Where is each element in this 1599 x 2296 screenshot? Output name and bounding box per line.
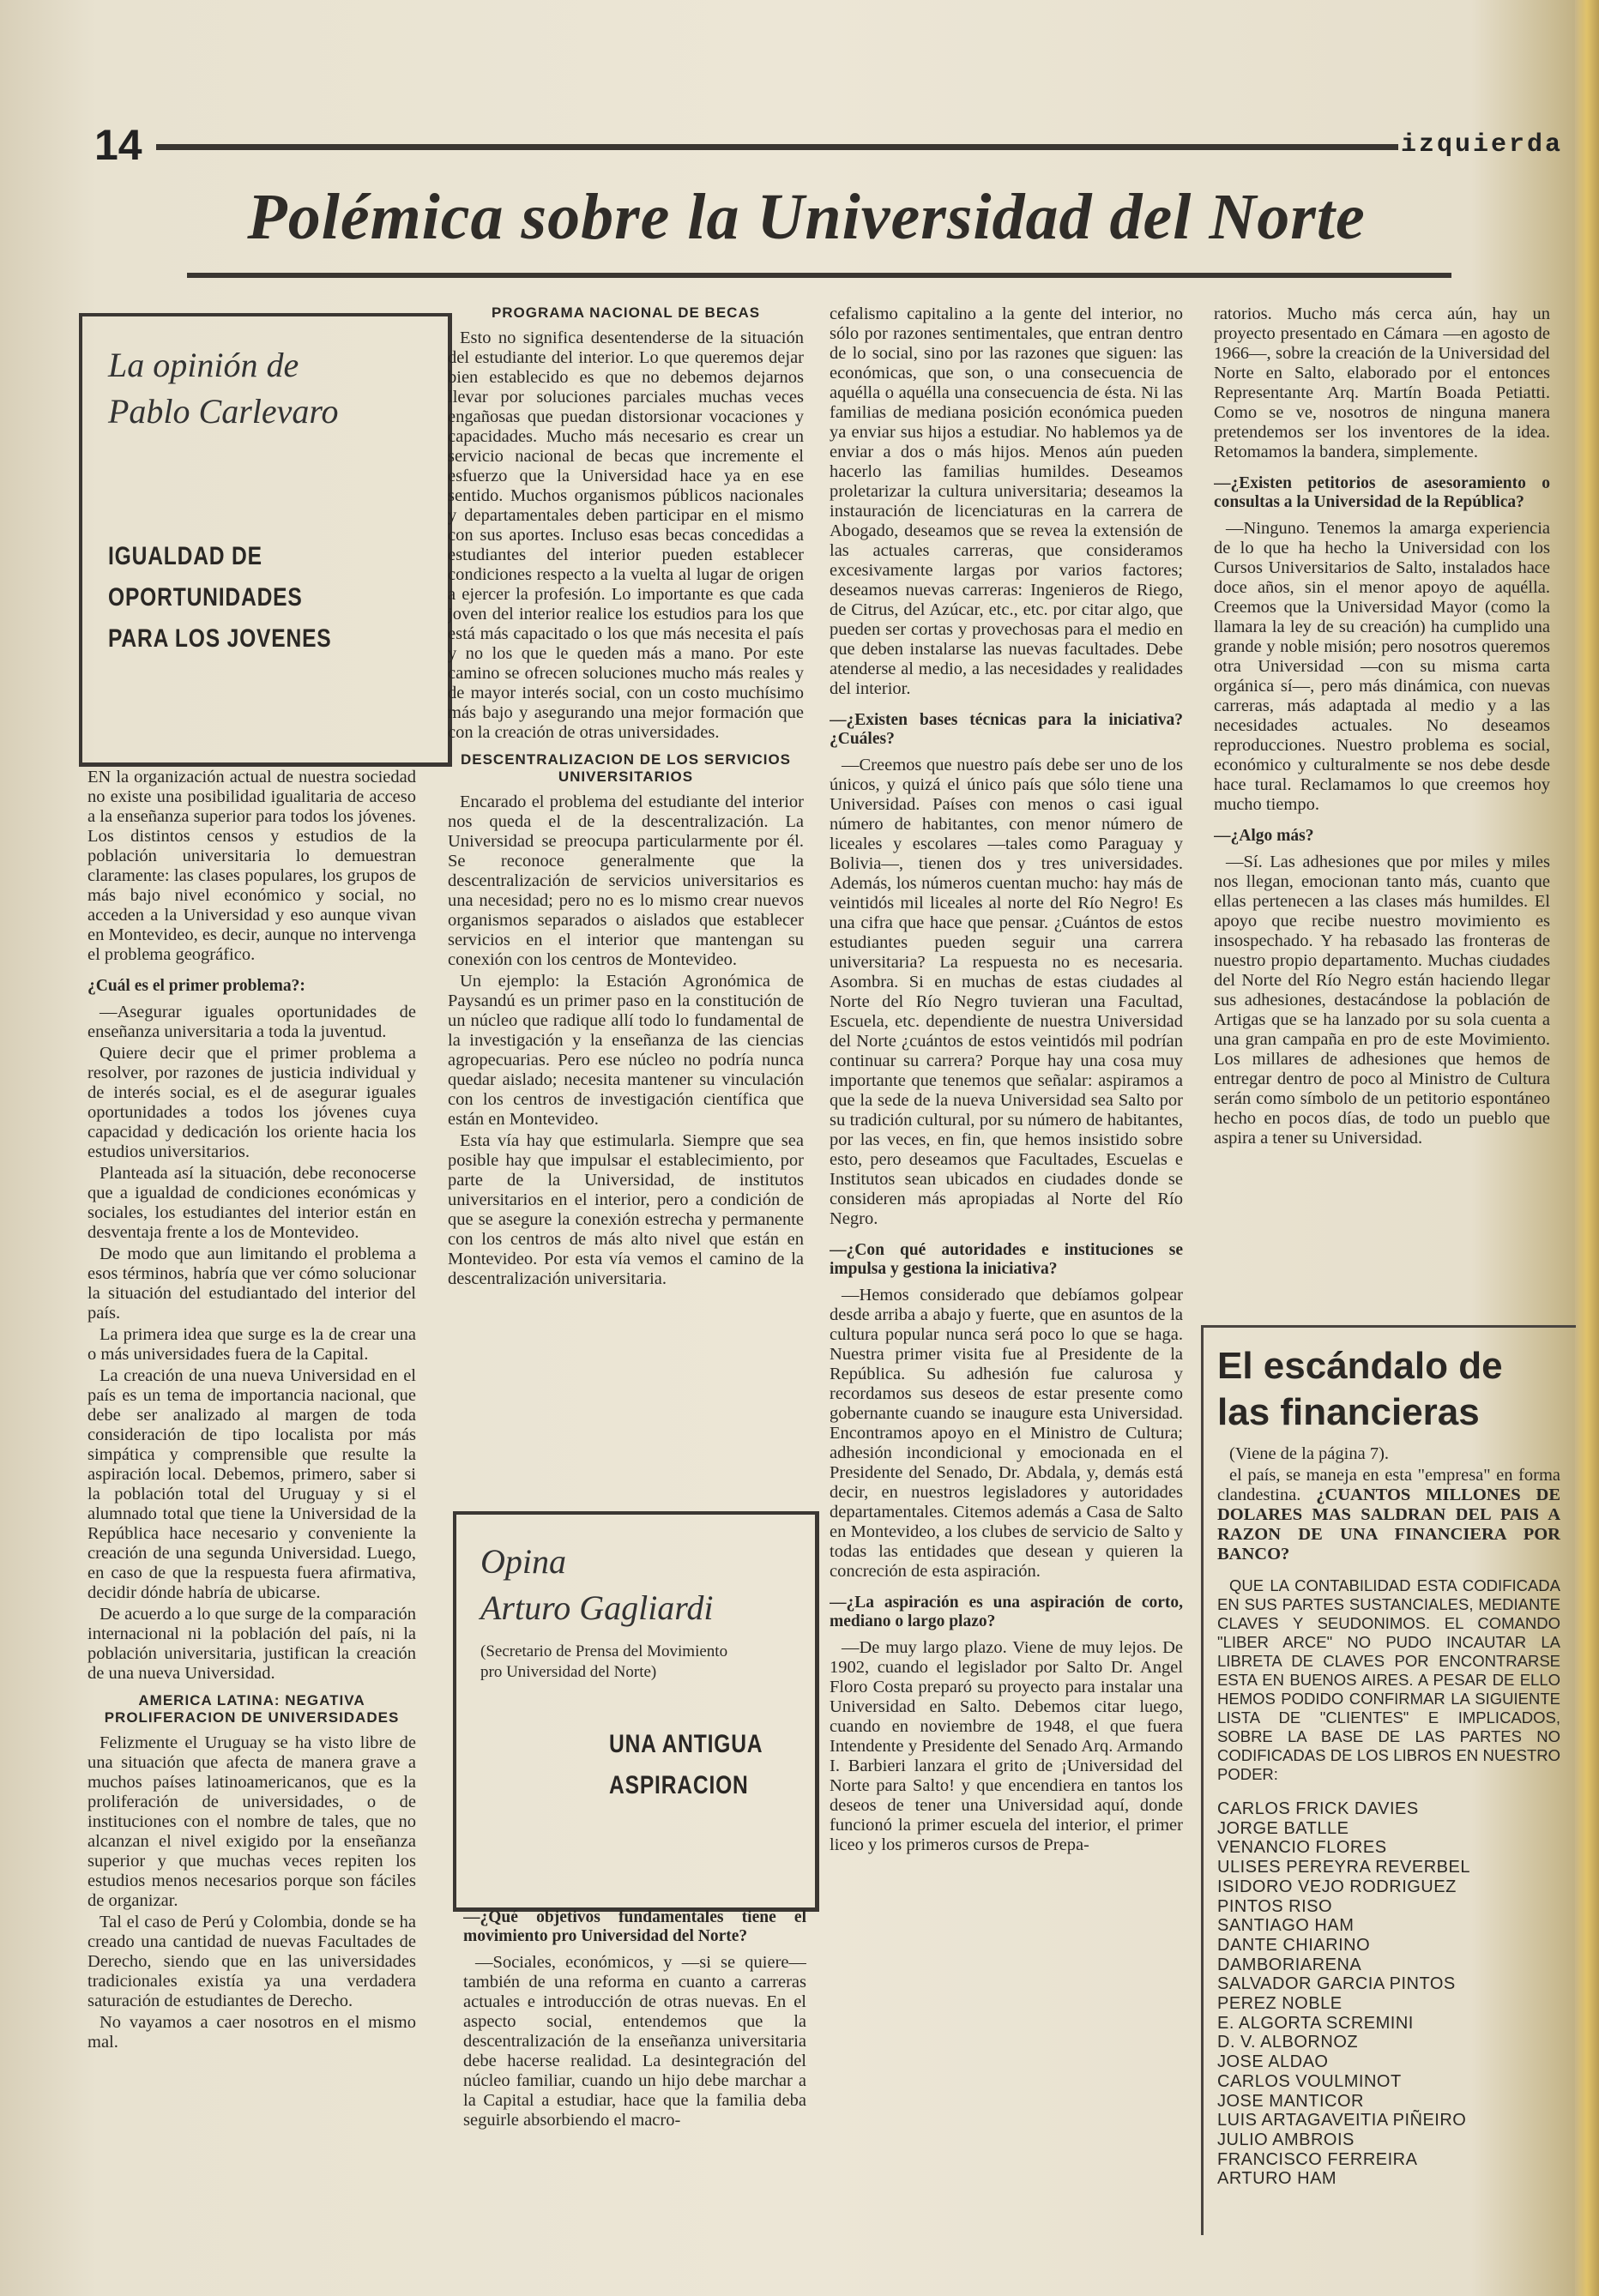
list-item: CARLOS VOULMINOT	[1217, 2071, 1402, 2091]
list-item: PEREZ NOBLE	[1217, 1994, 1343, 2014]
box-headline-line2: OPORTUNIDADES	[108, 583, 303, 612]
col3-paragraph: —Hemos considerado que debíamos golpear desde arriba a abajo y fuerte, que en asuntos de la cultura popular nunca será poco lo que se haga. Nuestra primer visita fue al Presidente de la República. Su adhesión fue calurosa y recordamos sus deseos de estar presente como gobernante cuando se inaugure esta Universidad. Encontramos apoyo en el Ministro de Cultura; adhesión incondicional y emocionada en el Presidente del Senado, Dr. Abdala, y, demás está decir, en nuestros legisladores y autoridades departamentales. Citemos además a Casa de Salto en Montevideo, a los clubes de servicio de Salto y todas las entidades que desean y quieren la concreción de esta aspiración.	[830, 1286, 1183, 1581]
col4-paragraph: ratorios. Mucho más cerca aún, hay un proyecto presentado en Cámara —en agosto de 1966—, sobre la creación de la Universidad del Norte en Salto, elaborado por el entonces Representante Arq. Martín Boada Petiatti. Como se ve, nosotros de ninguna manera pretendemos ser los inventores de la idea. Retomamos la bandera, simplemente.	[1214, 304, 1550, 461]
col4-paragraph: —Ninguno. Tenemos la amarga experiencia de lo que ha hecho la Universidad con los Cursos Universitarios de Salto, instalados hace doce años, sin el menor apoyo de aquélla. Creemos que la Universidad Mayor (como la llamara la ley de su creación) ha cumplido una grande y noble misión; pero nosotros queremos otra Universidad —con su misma carta orgánica sí—, pero más dinámica, con nuevas carreras, más adaptada al medio y a las necesidades actuales. No deseamos reproducciones. Nuestro problema es social, económico y culturalmente se nos debe desde hace tural. Reclamamos lo que creemos hoy mucho tiempo.	[1214, 519, 1550, 814]
headline-rule	[187, 273, 1451, 278]
col2-paragraph: Un ejemplo: la Estación Agronómica de Paysandú es un primer paso en la constitución de un núcleo que radique allí todo lo fundamental de la investigación y la enseñanza de las ciencias agropecuarias. Pero ese núcleo no podría nunca quedar aislado; necesita mantener su vinculación con los centros de investigación científica que están en Montevideo.	[448, 972, 804, 1129]
col2-paragraph: —Sociales, económicos, y —si se quiere— también de una reforma en cuanto a carreras actuales e introducción de otras nuevas. En el aspecto social, entendemos que la descentralización de la enseñanza universitaria debe hacerse realidad. La desintegración del núcleo familiar, cuando un hijo debe marchar a la Capital a estudiar, hace que la familia deba seguirle absorbiendo el macro-	[463, 1953, 806, 2130]
col3-paragraph: —Creemos que nuestro país debe ser uno de los únicos, y quizá el único país que sólo tiene una Universidad. Países con menos o casi igual número de habitantes, con menor número de liceales y escolares —tales como Paraguay y Bolivia—, tienen dos y tres universidades. Además, los números cuentan mucho: hay más de veintidós mil liceales al norte del Río Negro! Es una cifra que hace que pensar. ¿Cuántos de estos estudiantes pueden seguir una carrera universitaria? La respuesta no es necesaria. Asombra. Si en muchas de estas ciudades al Norte del Río Negro tuvieran una Facultad, Escuela, etc. dependiente de nuestra Universidad del Norte ¿cuántos de estos veintidós mil podrían continuar su carrera? Porque hay una cosa muy importante que tenemos que señalar: aspiramos a que la sede de la nueva Universidad sea Salto por su tradición cultural, por su número de habitantes, por las veces, en fin, que hemos insistido sobre esto, pero deseamos que Facultades, Escuelas e Institutos sean ubicados en ciudades donde se consideren más apropiadas al Norte del Río Negro.	[830, 756, 1183, 1228]
col3-question: —¿Con qué autoridades e instituciones se impulsa y gestiona la iniciativa?	[830, 1241, 1183, 1278]
list-item: FRANCISCO FERREIRA	[1217, 2149, 1418, 2169]
col1-paragraph: De modo que aun limitando el problema a esos términos, habría que ver cómo solucionar la situación del estudiantado del interior del país.	[87, 1244, 416, 1323]
financieras-article	[1201, 1325, 1576, 2235]
list-item: VENANCIO FLORES	[1217, 1838, 1387, 1858]
page-number: 14	[94, 121, 142, 169]
col1-paragraph: De acuerdo a lo que surge de la comparación internacional ni la población del país, ni la población universitaria, justifican la creación de una nueva Universidad.	[87, 1605, 416, 1683]
list-item: ULISES PEREYRA REVERBEL	[1217, 1858, 1470, 1877]
col1-paragraph: La creación de una nueva Universidad en el país es un tema de importancia nacional, que debe ser analizado al margen de toda consideración de tipo localista por más simpática y comprensible que resulte la aspiración local. Debemos, primero, saber si la población total del Uruguay y si el alumnado total que tiene la Universidad de la República hace necesario y conveniente la creación de una segunda Universidad. Luego, en caso de que la respuesta fuera afirmativa, decidir dónde habría de ubicarse.	[87, 1366, 416, 1602]
financieras-paragraph	[1217, 1466, 1560, 1564]
column-3	[830, 304, 1183, 2183]
box-headline-line2: ASPIRACION	[609, 1771, 749, 1799]
col1-paragraph: Planteada así la situación, debe reconocerse que a igualdad de condiciones económicas y sociales, los estudiantes del interior están en desventaja frente a los de Montevideo.	[87, 1164, 416, 1242]
col3-paragraph: cefalismo capitalino a la gente del interior, no sólo por razones sentimentales, que entran dentro de lo social, sino por las razones que siguen: las económicas, que son, o una consecuencia de aquélla o aquélla una consecuencia de ésta. Ni las familias de mediana posición económica pueden ya enviar sus hijos a estudiar. No hablemos ya de enviar a dos o más hijos. Menos aún pueden hacerlo las familias humildes. Deseamos proletarizar la cultura universitaria; deseamos la instauración de licenciaturas en la carrera de Abogado, deseamos que se revea la extensión de las actuales carreras, que consideramos excesivamente largas por varios factores; deseamos nuevas carreras: Ingenieros de Riego, de Citrus, del Azúcar, etc., etc. por citar algo, que pueden ser cortas y provechosas para el medio en que deben instalarse las nuevas facultades. Debe atenderse al medio, a las necesidades y realidades del interior.	[830, 304, 1183, 698]
col2-subheading: PROGRAMA NACIONAL DE BECAS	[491, 304, 761, 321]
page-headline: Polémica sobre la Universidad del Norte	[247, 181, 1366, 253]
col1-question: ¿Cuál es el primer problema?:	[87, 977, 305, 995]
column-2-bottom	[463, 1908, 806, 2183]
list-item: ISIDORO VEJO RODRIGUEZ	[1217, 1877, 1457, 1896]
col4-paragraph: —Sí. Las adhesiones que por miles y miles nos llegan, emocionan tanto más, cuanto que ellas pertenecen a las clases más humildes. El apoyo que recibe nuestro movimiento es insospechado. Y ha rebasado las fronteras de nuestro propio departamento. Muchas ciudades del Norte del Río Negro están haciendo llegar sus adhesiones, destacándose la población de Artigas que se ha lanzado por su sola cuenta a una gran campaña en pro de este Movimiento. Los millares de adhesiones que hemos de entregar dentro de poco al Ministro de Cultura serán como símbolo de un petitorio espontáneo hecho en pocos días, de todo un pueblo que aspira a tener su Universidad.	[1214, 853, 1550, 1148]
box-headline-line1: UNA ANTIGUA	[609, 1730, 763, 1758]
financieras-title-line2: las financieras	[1217, 1391, 1480, 1433]
names-list	[1217, 1799, 1560, 2189]
gagliardi-opinion-box	[453, 1511, 819, 1912]
col1-paragraph: Quiere decir que el primer problema a resolver, por razones de justicia individual y de interés social, es el de asegurar iguales oportunidades a todos los jóvenes cuya capacidad y dedicación los oriente hacia los estudios universitarios.	[87, 1044, 416, 1161]
col3-question: —¿La aspiración es una aspiración de corto, mediano o largo plazo?	[830, 1594, 1183, 1630]
col4-question: —¿Algo más?	[1214, 827, 1314, 845]
col2-subheading: DESCENTRALIZACION DE LOS SERVICIOS UNIVERSITARIOS	[460, 751, 792, 785]
list-item: SANTIAGO HAM	[1217, 1916, 1355, 1936]
col1-paragraph: EN la organización actual de nuestra sociedad no existe una posibilidad igualitaria de acceso a la enseñanza superior para todos los jóvenes. Los distintos censos y estudios de la población universitaria lo demuestran claramente: las clases populares, los grupos de más bajo nivel económico y social, no acceden a la Universidad y eso aunque vivan en Montevideo, es decir, aunque no intervenga el problema geográfico.	[87, 768, 416, 964]
financieras-body	[1217, 1444, 1560, 2189]
page-edge	[1575, 0, 1599, 2296]
top-rule	[156, 144, 1398, 150]
col2-paragraph: Esta vía hay que estimularla. Siempre que sea posible hay que impulsar el establecimiento, por parte de la Universidad, de institutos universitarios en el interior, pero a condición de que se asegure la conexión estrecha y permanente con los centros de más alto nivel que están en Montevideo. Por esta vía vemos el camino de la descentralización universitaria.	[448, 1131, 804, 1288]
box-title-line2: Arturo Gagliardi	[480, 1588, 714, 1627]
list-item: PINTOS RISO	[1217, 1896, 1333, 1916]
list-item: DAMBORIARENA	[1217, 1955, 1362, 1974]
column-1	[87, 768, 416, 2183]
col2-question: —¿Qué objetivos fundamentales tiene el movimiento pro Universidad del Norte?	[463, 1908, 806, 1945]
box-title-line1: La opinión de	[108, 346, 299, 384]
list-item: JOSE MANTICOR	[1217, 2091, 1364, 2111]
col3-question: —¿Existen bases técnicas para la iniciativa? ¿Cuáles?	[830, 711, 1183, 748]
col1-subheading: AMERICA LATINA: NEGATIVA PROLIFERACION DE UNIVERSIDADES	[104, 1692, 400, 1726]
financieras-title-line1: El escándalo de	[1217, 1345, 1503, 1387]
list-item: E. ALGORTA SCREMINI	[1217, 2013, 1414, 2033]
column-2	[448, 304, 804, 1479]
box-title-line2: Pablo Carlevaro	[108, 392, 339, 431]
col1-paragraph: —Asegurar iguales oportunidades de enseñanza universitaria a toda la juventud.	[87, 1003, 416, 1041]
carlevaro-opinion-box	[79, 313, 452, 767]
col1-paragraph: La primera idea que surge es la de crear una o más universidades fuera de la Capital.	[87, 1325, 416, 1364]
list-item: ARTURO HAM	[1217, 2169, 1337, 2189]
col1-paragraph: Felizmente el Uruguay se ha visto libre de una situación que afecta de manera grave a muchos países latinoamericanos, que es la proliferación de universidades, o de instituciones con el nombre de tales, que no alcanzan el nivel exigido por la enseñanza superior y que muchas veces repiten los estudios menos necesarios porque son fáciles de organizar.	[87, 1733, 416, 1910]
list-item: DANTE CHIARINO	[1217, 1935, 1371, 1955]
financieras-paragraph: QUE LA CONTABILIDAD ESTA CODIFICADA EN SUS PARTES SUSTANCIALES, MEDIANTE CLAVES Y SEUDONIMOS. EL COMANDO "LIBER ARCE" NO PUDO INCAUTAR LA LIBRETA DE CLAVES POR ENCONTRARSE ESTA EN BUENOS AIRES. A PESAR DE ELLO HEMOS PODIDO CONFIRMAR LA SIGUIENTE LISTA DE "CLIENTES" E IMPLICADOS, SOBRE LA BASE DE LAS PARTES NO CODIFICADAS DE LOS LIBROS EN NUESTRO PODER:	[1217, 1576, 1560, 1783]
list-item: CARLOS FRICK DAVIES	[1217, 1799, 1419, 1818]
financieras-text: el país, se maneja en esta "empresa" en forma clandestina.	[1217, 1466, 1560, 1504]
col1-paragraph: No vayamos a caer nosotros en el mismo mal.	[87, 2013, 416, 2052]
column-4	[1214, 304, 1550, 1312]
box-title-line1: Opina	[480, 1542, 566, 1581]
list-item: D. V. ALBORNOZ	[1217, 2033, 1359, 2052]
list-item: SALVADOR GARCIA PINTOS	[1217, 1974, 1456, 1994]
box-subtitle: (Secretario de Prensa del Movimiento pro Universidad del Norte)	[480, 1642, 728, 1681]
col1-paragraph: Tal el caso de Perú y Colombia, donde se ha creado una cantidad de nuevas Facultades de Derecho, siendo que en las universidades tradicionales existía ya una verdadera saturación de estudiantes de Derecho.	[87, 1913, 416, 2010]
box-headline-line3: PARA LOS JOVENES	[108, 624, 332, 653]
list-item: JORGE BATLLE	[1217, 1818, 1349, 1838]
col2-paragraph: Encarado el problema del estudiante del interior nos queda el de la descentralización. La Universidad se preocupa particularmente por él. Se reconoce generalmente que la descentralización de servicios universitarios es una necesidad; pero no es lo mismo crear nuevos organismos separados o aislados que establecer servicios en el interior que mantengan su conexión con los centros de Montevideo.	[448, 792, 804, 969]
publication-name: izquierda	[1401, 130, 1564, 160]
col2-paragraph: Esto no significa desentenderse de la situación del estudiante del interior. Lo que queremos dejar bien establecido es que no debemos dejarnos llevar por soluciones parciales muchas veces engañosas que puedan distorsionar vocaciones y capacidades. Mucho más necesario es crear un servicio nacional de becas que incremente el esfuerzo que la Universidad hace ya en ese sentido. Muchos organismos públicos nacionales y departamentales deben participar en el mismo con sus aportes. Incluso esas becas concedidas a estudiantes del interior pueden establecer condiciones respecto a la vuelta al lugar de origen a ejercer la profesión. Lo importante es que cada joven del interior realice los estudios para los que está más capacitado o los que más necesita el país y no los que le queden más a mano. Por este camino se ofrecen soluciones mucho más reales y de mayor interés social, con un costo muchísimo más bajo y asegurando una mejor formación que con la creación de otras universidades.	[448, 328, 804, 742]
list-item: JULIO AMBROIS	[1217, 2130, 1355, 2149]
list-item: JOSE ALDAO	[1217, 2052, 1329, 2072]
financieras-paragraph: (Viene de la página 7).	[1229, 1444, 1390, 1463]
col3-paragraph: —De muy largo plazo. Viene de muy lejos. De 1902, cuando el legislador por Salto Dr. Angel Floro Costa preparó su proyecto para instalar una Universidad en Salto. Debemos citar luego, cuando en noviembre de 1948, el que fuera Intendente y Presidente del Senado Arq. Armando I. Barbieri lanzara el grito de ¡Universidad del Norte para Salto! y que encendiera en tantos los deseos de tener una Universidad aquí, donde funcionó la primer escuela del interior, el primer liceo y los primeros cursos de Prepa-	[830, 1638, 1183, 1854]
list-item: LUIS ARTAGAVEITIA PIÑEIRO	[1217, 2111, 1467, 2130]
financieras-bold-text: ¿CUANTOS MILLONES DE DOLARES MAS SALDRAN DEL PAIS A RAZON DE UNA FINANCIERA POR BANCO?	[1217, 1485, 1561, 1564]
col4-question: —¿Existen petitorios de asesoramiento o consultas a la Universidad de la República?	[1214, 474, 1550, 511]
box-headline-line1: IGUALDAD DE	[108, 542, 262, 570]
